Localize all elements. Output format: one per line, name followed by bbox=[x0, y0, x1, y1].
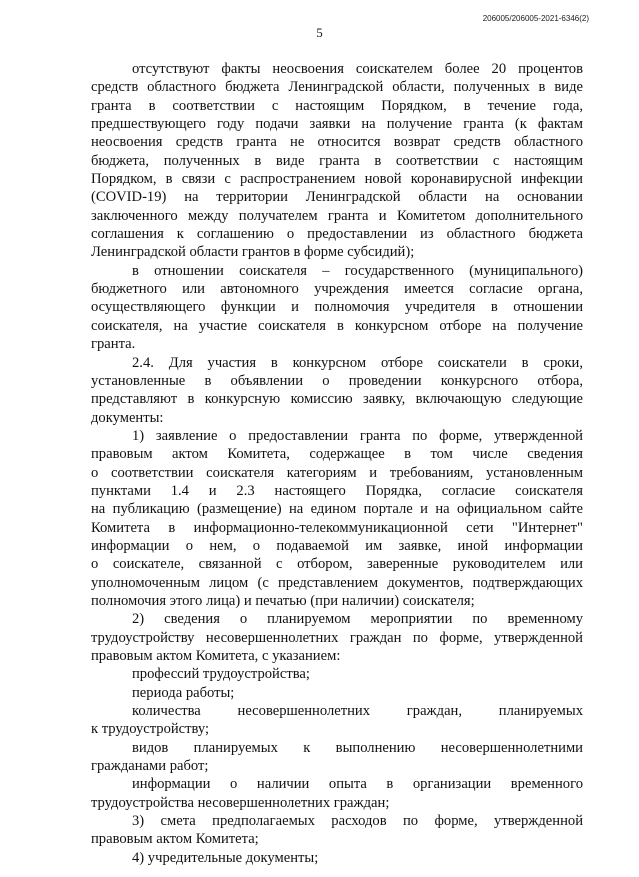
text-line: информации о наличии опыта в организации временного bbox=[132, 776, 583, 793]
text-line: представляют в конкурсную комиссию заявку, включающую следующие bbox=[91, 391, 583, 408]
text-line: гранта в соответствии с настоящим Порядком, в течение года, bbox=[91, 97, 583, 114]
text-line: о соответствии соискателя категориям и требованиям, установленным bbox=[91, 464, 583, 481]
text-line: Ленинградской области грантов в форме субсидий); bbox=[91, 244, 415, 261]
text-line: отсутствуют факты неосвоения соискателем более 20 процентов bbox=[132, 61, 583, 77]
text-line: профессий трудоустройства; bbox=[132, 666, 310, 683]
text-line: Комитета в информационно-телекоммуникационной сети "Интернет" bbox=[91, 519, 583, 536]
text-line: (COVID-19) на территории Ленинградской области на основании bbox=[91, 189, 583, 206]
text-line: Порядком, в связи с распространением новой коронавирусной инфекции bbox=[91, 171, 583, 188]
text-line: документы: bbox=[91, 409, 164, 426]
page-number: 5 bbox=[316, 25, 323, 40]
text-line: о соискателе, связанной с отбором, заверенные руководителем или bbox=[91, 556, 583, 573]
text-line: правовым актом Комитета, содержащее в том числе сведения bbox=[91, 446, 583, 463]
text-line: 2) сведения о планируемом мероприятии по временному bbox=[132, 611, 583, 628]
text-line: средств областного бюджета Ленинградской области, полученных в виде bbox=[91, 79, 583, 96]
text-line: правовым актом Комитета, с указанием: bbox=[91, 648, 341, 664]
text-line: предшествующего году подачи заявки на получение гранта (к фактам bbox=[91, 116, 583, 133]
text-line: неосвоения средств гранта не относится возврат средств областного bbox=[91, 134, 583, 151]
text-line: трудоустройства несовершеннолетних граждан; bbox=[91, 794, 390, 811]
text-line: осуществляющего функции и полномочия учредителя в отношении bbox=[91, 299, 583, 316]
text-line: к трудоустройству; bbox=[91, 721, 210, 738]
text-line: в отношении соискателя – государственного (муниципального) bbox=[132, 262, 583, 279]
text-line: на публикацию (размещение) на едином портале и на официальном сайте bbox=[91, 501, 583, 518]
text-line: соискателя, на участие соискателя в конкурсном отборе на получение bbox=[91, 317, 583, 334]
text-line: 3) смета предполагаемых расходов по форме, утвержденной bbox=[132, 813, 583, 830]
text-line: периода работы; bbox=[132, 684, 235, 701]
text-line: пунктами 1.4 и 2.3 настоящего Порядка, согласие соискателя bbox=[91, 482, 583, 499]
text-line: соглашения к соглашению о предоставлении из областного бюджета bbox=[91, 226, 583, 243]
text-line: уполномоченным лицом (с представлением документов, подтверждающих bbox=[91, 574, 583, 591]
text-line: бюджета, полученных в виде гранта в соответствии с настоящим bbox=[91, 152, 583, 169]
text-line: 4) учредительные документы; bbox=[132, 849, 319, 866]
document-code: 206005/206005-2021-6346(2) bbox=[482, 14, 589, 23]
text-line: заключенного между получателем гранта и Комитетом дополнительного bbox=[91, 207, 583, 224]
document-body bbox=[91, 60, 583, 867]
text-line: бюджетного или автономного учреждения имеется согласие органа, bbox=[91, 281, 583, 298]
text-line: информации о нем, о подаваемой им заявке, иной информации bbox=[91, 537, 583, 554]
text-line: установленные в объявлении о проведении конкурсного отбора, bbox=[91, 372, 583, 389]
text-line: 1) заявление о предоставлении гранта по форме, утвержденной bbox=[132, 427, 583, 444]
text-line: 2.4. Для участия в конкурсном отборе соискатели в сроки, bbox=[132, 354, 583, 371]
text-line: гражданами работ; bbox=[91, 758, 209, 775]
text-line: полномочия этого лица) и печатью (при наличии) соискателя; bbox=[91, 592, 475, 609]
text-line: гранта. bbox=[91, 336, 136, 353]
text-line: количества несовершеннолетних граждан, планируемых bbox=[132, 703, 583, 720]
text-line: трудоустройству несовершеннолетних граждан по форме, утвержденной bbox=[91, 629, 583, 646]
text-line: видов планируемых к выполнению несовершеннолетними bbox=[132, 739, 583, 756]
text-line: правовым актом Комитета; bbox=[91, 831, 259, 848]
